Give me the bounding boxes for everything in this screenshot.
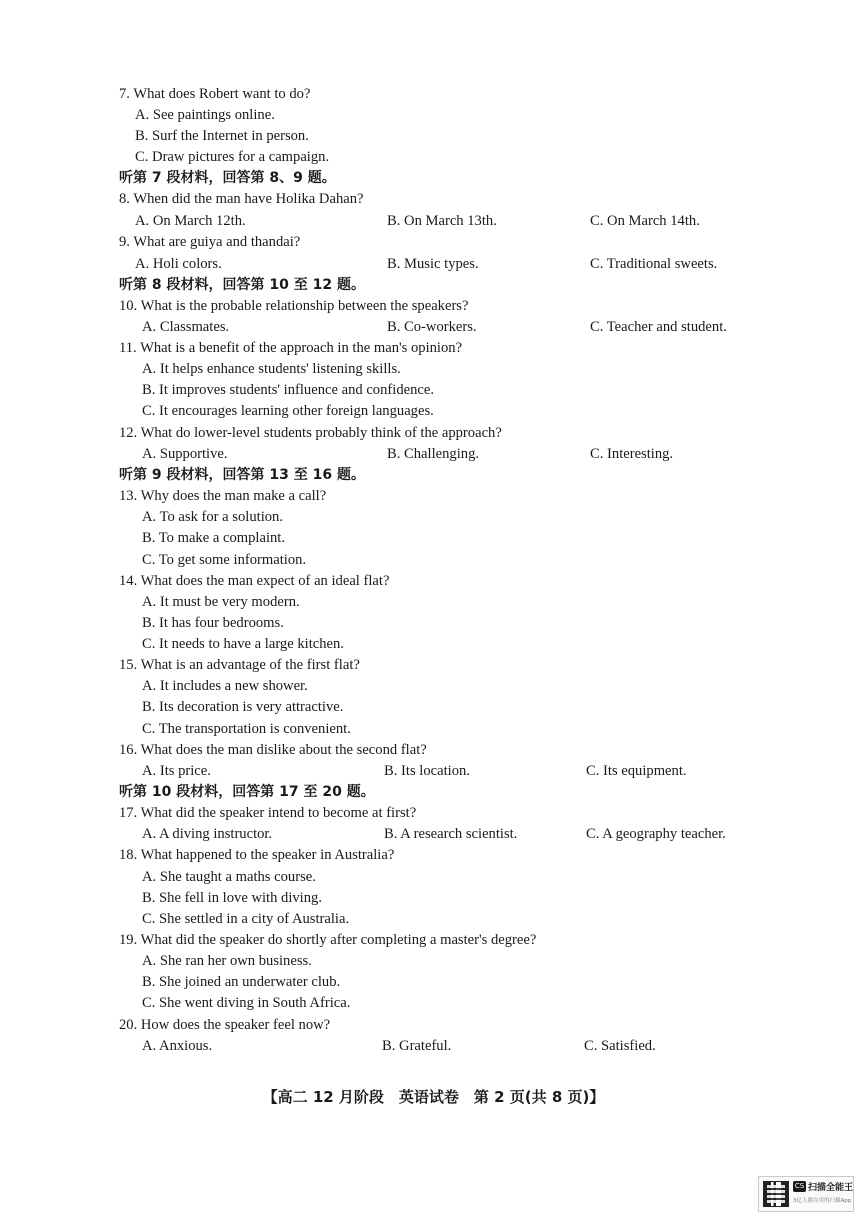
question-20-option-b: B. Grateful. — [382, 1038, 452, 1054]
question-11-stem: 11. What is a benefit of the approach in the man's opinion? — [119, 340, 463, 356]
question-15-option-a: A. It includes a new shower. — [142, 678, 308, 694]
question-13-stem: 13. Why does the man make a call? — [119, 488, 327, 504]
section-heading-10: 听第 10 段材料，回答第 17 至 20 题。 — [119, 784, 375, 800]
question-16-stem: 16. What does the man dislike about the second flat? — [119, 742, 427, 758]
question-15-option-b: B. Its decoration is very attractive. — [142, 699, 344, 715]
question-16-option-b: B. Its location. — [384, 763, 470, 779]
question-8-option-b: B. On March 13th. — [387, 213, 497, 229]
question-19-stem: 19. What did the speaker do shortly after completing a master's degree? — [119, 932, 537, 948]
question-10-option-c: C. Teacher and student. — [590, 319, 727, 335]
question-18-option-a: A. She taught a maths course. — [142, 869, 316, 885]
question-8-option-c: C. On March 14th. — [590, 213, 700, 229]
question-13-option-c: C. To get some information. — [142, 552, 307, 568]
qr-code-icon — [763, 1181, 789, 1207]
question-8-option-a: A. On March 12th. — [135, 213, 246, 229]
question-9-option-b: B. Music types. — [387, 256, 479, 272]
watermark-title: 扫描全能王 — [808, 1183, 854, 1193]
question-9-option-a: A. Holi colors. — [135, 256, 222, 272]
question-19-option-a: A. She ran her own business. — [142, 953, 312, 969]
question-13-option-a: A. To ask for a solution. — [142, 509, 283, 525]
question-18-stem: 18. What happened to the speaker in Australia? — [119, 847, 395, 863]
question-20-option-a: A. Anxious. — [142, 1038, 213, 1054]
question-14-stem: 14. What does the man expect of an ideal flat? — [119, 573, 390, 589]
question-14-option-a: A. It must be very modern. — [142, 594, 300, 610]
question-9-option-c: C. Traditional sweets. — [590, 256, 718, 272]
question-18-option-b: B. She fell in love with diving. — [142, 890, 322, 906]
question-8-stem: 8. When did the man have Holika Dahan? — [119, 191, 364, 207]
question-14-option-b: B. It has four bedrooms. — [142, 615, 284, 631]
question-20-option-c: C. Satisfied. — [584, 1038, 656, 1054]
question-20-stem: 20. How does the speaker feel now? — [119, 1017, 331, 1033]
question-11-option-b: B. It improves students' influence and confidence. — [142, 382, 434, 398]
question-16-option-c: C. Its equipment. — [586, 763, 687, 779]
question-12-option-c: C. Interesting. — [590, 446, 674, 462]
question-19-option-b: B. She joined an underwater club. — [142, 974, 341, 990]
question-17-stem: 17. What did the speaker intend to become at first? — [119, 805, 417, 821]
camscanner-logo-icon: CS — [794, 1182, 805, 1190]
question-7-option-c: C. Draw pictures for a campaign. — [135, 149, 330, 165]
watermark-subtitle: 3亿人都在用的扫描App — [793, 1198, 852, 1204]
question-10-option-b: B. Co-workers. — [387, 319, 477, 335]
question-10-option-a: A. Classmates. — [142, 319, 230, 335]
question-15-option-c: C. The transportation is convenient. — [142, 721, 351, 737]
question-15-stem: 15. What is an advantage of the first flat? — [119, 657, 360, 673]
question-10-stem: 10. What is the probable relationship between the speakers? — [119, 298, 469, 314]
section-heading-9: 听第 9 段材料，回答第 13 至 16 题。 — [119, 467, 365, 483]
question-7-option-a: A. See paintings online. — [135, 107, 275, 123]
scanner-watermark — [758, 1176, 854, 1212]
question-18-option-c: C. She settled in a city of Australia. — [142, 911, 350, 927]
question-12-option-b: B. Challenging. — [387, 446, 480, 462]
page-footer: 【高二 12 月阶段 英语试卷 第 2 页(共 8 页)】 — [262, 1088, 605, 1106]
question-13-option-b: B. To make a complaint. — [142, 530, 285, 546]
question-17-option-a: A. A diving instructor. — [142, 826, 273, 842]
question-14-option-c: C. It needs to have a large kitchen. — [142, 636, 344, 652]
question-11-option-c: C. It encourages learning other foreign languages. — [142, 403, 434, 419]
section-heading-8: 听第 8 段材料，回答第 10 至 12 题。 — [119, 277, 365, 293]
question-12-option-a: A. Supportive. — [142, 446, 228, 462]
question-11-option-a: A. It helps enhance students' listening skills. — [142, 361, 401, 377]
question-17-option-c: C. A geography teacher. — [586, 826, 726, 842]
question-19-option-c: C. She went diving in South Africa. — [142, 995, 351, 1011]
question-9-stem: 9. What are guiya and thandai? — [119, 234, 301, 250]
question-7-option-b: B. Surf the Internet in person. — [135, 128, 309, 144]
question-17-option-b: B. A research scientist. — [384, 826, 518, 842]
question-7-stem: 7. What does Robert want to do? — [119, 86, 311, 102]
section-heading-7: 听第 7 段材料，回答第 8、9 题。 — [119, 170, 336, 186]
question-16-option-a: A. Its price. — [142, 763, 211, 779]
question-12-stem: 12. What do lower-level students probably think of the approach? — [119, 425, 502, 441]
